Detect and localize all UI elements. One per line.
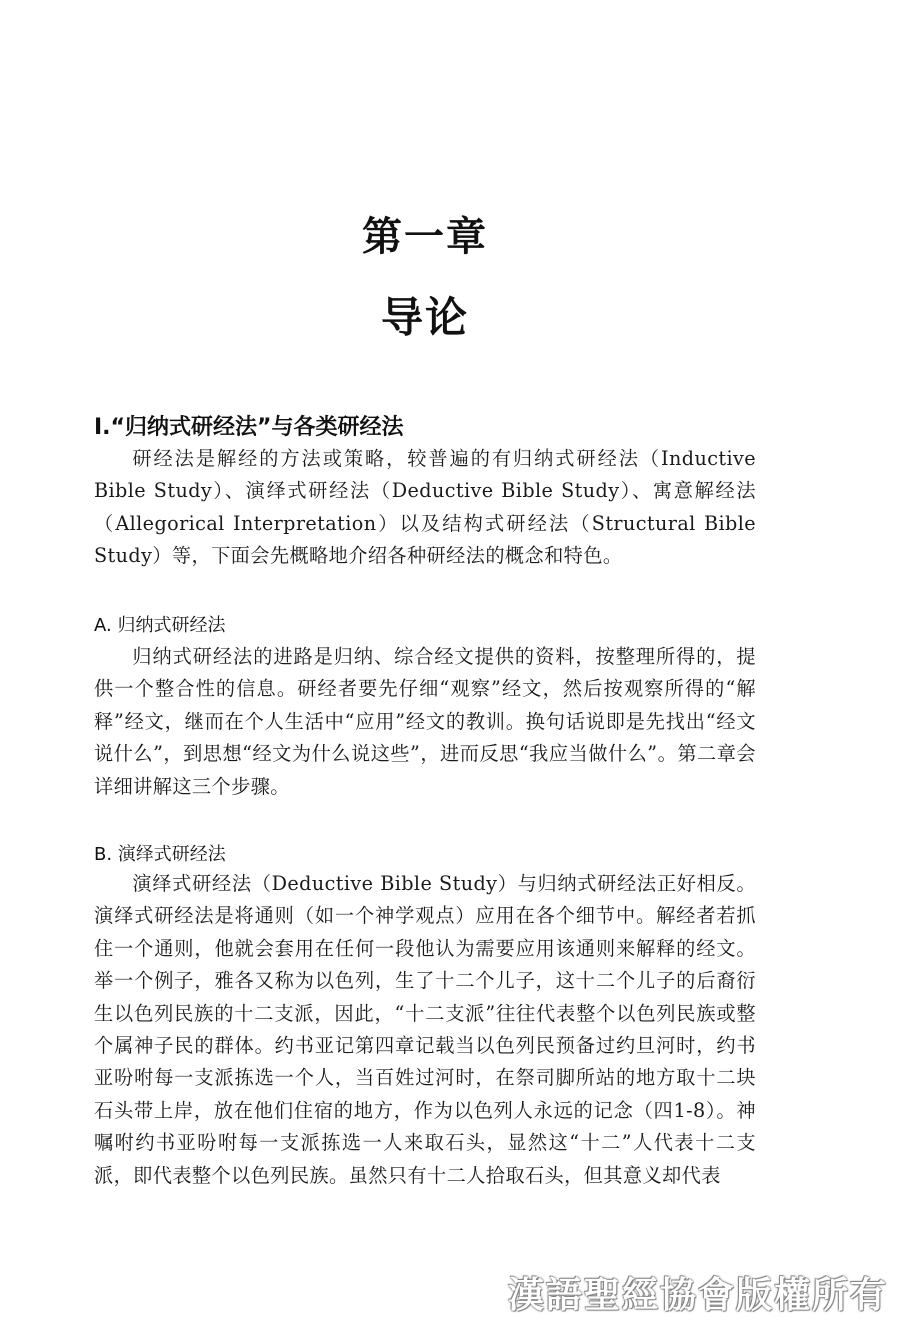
chapter-number: 第一章 xyxy=(362,214,488,260)
section-heading: I.“归纳式研经法”与各类研经法 xyxy=(94,415,404,440)
book-page xyxy=(94,0,756,1324)
section-intro-paragraph: 研经法是解经的方法或策略，较普遍的有归纳式研经法（Inductive Bible Study）、演绎式研经法（Deductive Bible Study）、寓意解经法（Allegorical Interpretation）以及结构式研经法（Structural Bible Study）等，下面会先概略地介绍各种研经法的概念和特色。 xyxy=(94,447,756,568)
subsection-paragraph-inductive: 归纳式研经法的进路是归纳、综合经文提供的资料，按整理所得的，提供一个整合性的信息。研经者要先仔细“观察”经文，然后按观察所得的“解释”经文，继而在个人生活中“应用”经文的教训。换句话说即是先找出“经文说什么”，到思想“经文为什么说这些”，进而反思“我应当做什么”。第二章会详细讲解这三个步骤。 xyxy=(94,645,756,798)
chapter-title: 导论 xyxy=(380,293,469,342)
subsection-heading-inductive: A. 归纳式研经法 xyxy=(94,615,226,636)
copyright-watermark: 漢語聖經協會版權所有 xyxy=(507,1275,888,1316)
subsection-heading-deductive: B. 演绎式研经法 xyxy=(94,844,226,865)
subsection-paragraph-deductive: 演绎式研经法（Deductive Bible Study）与归纳式研经法正好相反。演绎式研经法是将通则（如一个神学观点）应用在各个细节中。解经者若抓住一个通则，他就会套用在任何一段他认为需要应用该通则来解释的经文。举一个例子，雅各又称为以色列，生了十二个儿子，这十二个儿子的后裔衍生以色列民族的十二支派，因此，“十二支派”往往代表整个以色列民族或整个属神子民的群体。约书亚记第四章记载当以色列民预备过约旦河时，约书亚吩咐每一支派拣选一个人，当百姓过河时，在祭司脚所站的地方取十二块石头带上岸，放在他们住宿的地方，作为以色列人永远的记念（四1-8）。神嘱咐约书亚吩咐每一支派拣选一人来取石头，显然这“十二”人代表十二支派，即代表整个以色列民族。虽然只有十二人拾取石头，但其意义却代表 xyxy=(94,872,756,1187)
